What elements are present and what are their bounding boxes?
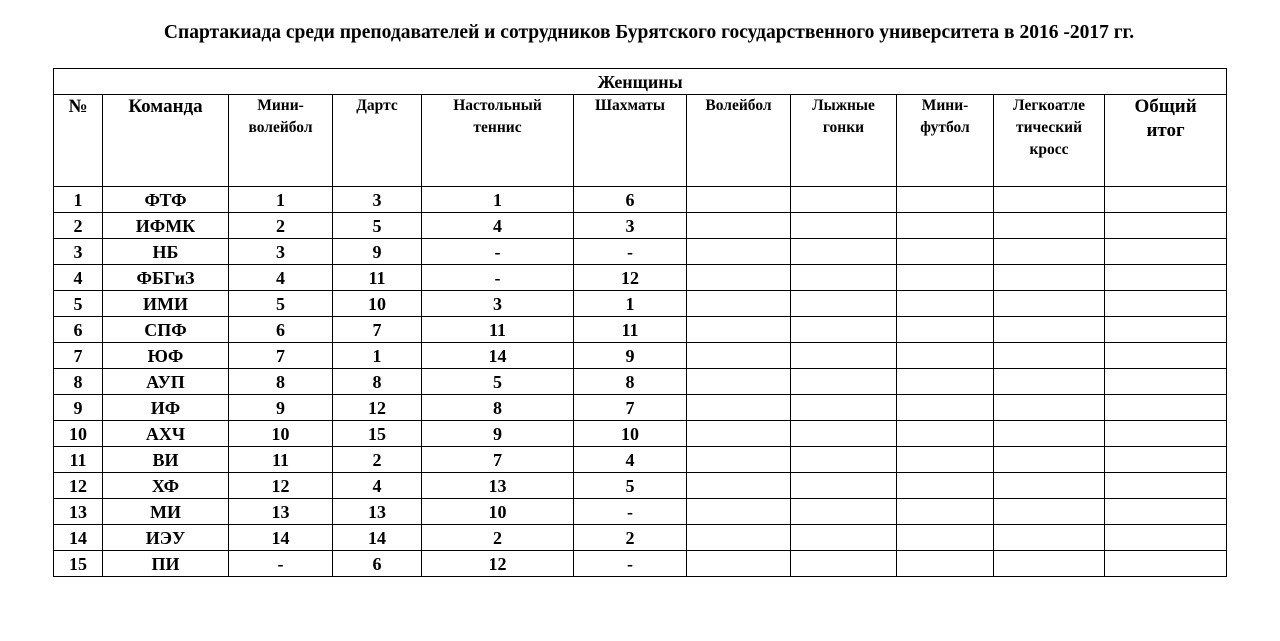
cell-volley	[687, 395, 791, 421]
cell-num: 5	[54, 291, 103, 317]
cell-team: МИ	[103, 499, 229, 525]
cell-darts: 5	[333, 213, 422, 239]
cell-minifootball	[897, 187, 994, 213]
cell-chess: 2	[574, 525, 687, 551]
column-header-num	[54, 95, 103, 187]
cell-cross	[994, 317, 1105, 343]
cell-volley	[687, 343, 791, 369]
column-header-ski-line: Лыжные	[812, 97, 875, 114]
cell-total	[1105, 187, 1227, 213]
cell-ski	[791, 291, 897, 317]
cell-cross	[994, 291, 1105, 317]
cell-tennis: -	[422, 239, 574, 265]
table-row	[54, 395, 1227, 421]
cell-volley	[687, 525, 791, 551]
column-header-minivolley	[229, 95, 333, 187]
cell-team: ПИ	[103, 551, 229, 577]
cell-volley	[687, 421, 791, 447]
cell-tennis: 4	[422, 213, 574, 239]
cell-chess: 8	[574, 369, 687, 395]
column-header-total	[1105, 95, 1227, 187]
cell-chess: 12	[574, 265, 687, 291]
page-title: Спартакиада среди преподавателей и сотрудников Бурятского государственного университета в 2016 -2017 гг.	[163, 22, 1135, 43]
cell-team: АУП	[103, 369, 229, 395]
cell-minifootball	[897, 213, 994, 239]
column-header-row	[54, 95, 1227, 187]
table-row	[54, 291, 1227, 317]
cell-volley	[687, 265, 791, 291]
table-row	[54, 447, 1227, 473]
table-row	[54, 213, 1227, 239]
cell-tennis: 1	[422, 187, 574, 213]
cell-tennis: -	[422, 265, 574, 291]
column-header-minifootball-line: футбол	[920, 119, 970, 136]
cell-num: 3	[54, 239, 103, 265]
cell-team: АХЧ	[103, 421, 229, 447]
cell-minifootball	[897, 473, 994, 499]
cell-team: НБ	[103, 239, 229, 265]
cell-total	[1105, 343, 1227, 369]
cell-total	[1105, 291, 1227, 317]
cell-minifootball	[897, 447, 994, 473]
table-row	[54, 525, 1227, 551]
cell-ski	[791, 187, 897, 213]
cell-minifootball	[897, 239, 994, 265]
cell-tennis: 8	[422, 395, 574, 421]
cell-minifootball	[897, 317, 994, 343]
cell-team: ФТФ	[103, 187, 229, 213]
cell-num: 9	[54, 395, 103, 421]
cell-chess: 3	[574, 213, 687, 239]
cell-ski	[791, 473, 897, 499]
cell-team: ХФ	[103, 473, 229, 499]
cell-volley	[687, 499, 791, 525]
cell-cross	[994, 369, 1105, 395]
cell-chess: -	[574, 499, 687, 525]
cell-total	[1105, 447, 1227, 473]
cell-minivolley: 4	[229, 265, 333, 291]
cell-ski	[791, 525, 897, 551]
cell-ski	[791, 239, 897, 265]
cell-darts: 4	[333, 473, 422, 499]
cell-tennis: 2	[422, 525, 574, 551]
cell-cross	[994, 447, 1105, 473]
cell-minivolley: 8	[229, 369, 333, 395]
cell-num: 7	[54, 343, 103, 369]
cell-volley	[687, 291, 791, 317]
cell-team: ФБГиЗ	[103, 265, 229, 291]
cell-chess: -	[574, 551, 687, 577]
cell-tennis: 5	[422, 369, 574, 395]
cell-volley	[687, 187, 791, 213]
cell-total	[1105, 421, 1227, 447]
cell-minifootball	[897, 265, 994, 291]
table-row	[54, 551, 1227, 577]
cell-volley	[687, 239, 791, 265]
column-header-minivolley-line: Мини-	[257, 97, 304, 114]
cell-volley	[687, 317, 791, 343]
column-header-darts	[333, 95, 422, 187]
column-header-team-line: Команда	[128, 96, 203, 117]
cell-darts: 2	[333, 447, 422, 473]
cell-cross	[994, 421, 1105, 447]
group-header-women: Женщины	[54, 69, 1227, 95]
cell-cross	[994, 395, 1105, 421]
cell-total	[1105, 239, 1227, 265]
table-row	[54, 265, 1227, 291]
column-header-ski-line: гонки	[822, 119, 865, 136]
column-header-volley-line: Волейбол	[705, 97, 772, 114]
cell-minivolley: -	[229, 551, 333, 577]
cell-chess: 6	[574, 187, 687, 213]
cell-cross	[994, 343, 1105, 369]
cell-darts: 3	[333, 187, 422, 213]
column-header-total-line: Общий	[1134, 96, 1197, 117]
cell-cross	[994, 265, 1105, 291]
cell-team: ИФ	[103, 395, 229, 421]
table-row	[54, 317, 1227, 343]
cell-minivolley: 1	[229, 187, 333, 213]
cell-total	[1105, 395, 1227, 421]
cell-volley	[687, 473, 791, 499]
cell-tennis: 7	[422, 447, 574, 473]
cell-num: 11	[54, 447, 103, 473]
table-row	[54, 473, 1227, 499]
cell-ski	[791, 265, 897, 291]
cell-num: 1	[54, 187, 103, 213]
column-header-minivolley-line: волейбол	[248, 119, 313, 136]
cell-minivolley: 2	[229, 213, 333, 239]
cell-darts: 10	[333, 291, 422, 317]
cell-tennis: 10	[422, 499, 574, 525]
column-header-minifootball-line: Мини-	[921, 97, 969, 114]
table-row	[54, 343, 1227, 369]
cell-darts: 9	[333, 239, 422, 265]
cell-chess: 7	[574, 395, 687, 421]
cell-team: СПФ	[103, 317, 229, 343]
table-row	[54, 187, 1227, 213]
cell-team: ИМИ	[103, 291, 229, 317]
cell-total	[1105, 265, 1227, 291]
column-header-darts-line: Дартс	[356, 97, 398, 114]
cell-tennis: 13	[422, 473, 574, 499]
cell-minivolley: 9	[229, 395, 333, 421]
cell-darts: 7	[333, 317, 422, 343]
cell-darts: 15	[333, 421, 422, 447]
cell-darts: 12	[333, 395, 422, 421]
cell-chess: 9	[574, 343, 687, 369]
cell-minivolley: 3	[229, 239, 333, 265]
cell-chess: 11	[574, 317, 687, 343]
cell-cross	[994, 499, 1105, 525]
column-header-cross	[994, 95, 1105, 187]
cell-volley	[687, 447, 791, 473]
cell-cross	[994, 187, 1105, 213]
cell-chess: 10	[574, 421, 687, 447]
cell-minifootball	[897, 499, 994, 525]
cell-ski	[791, 369, 897, 395]
cell-team: ЮФ	[103, 343, 229, 369]
cell-team: ВИ	[103, 447, 229, 473]
column-header-cross-line: тический	[1015, 119, 1083, 136]
results-table	[53, 68, 1227, 577]
cell-minifootball	[897, 343, 994, 369]
cell-minifootball	[897, 291, 994, 317]
cell-ski	[791, 395, 897, 421]
cell-num: 15	[54, 551, 103, 577]
table-body	[54, 187, 1227, 577]
cell-chess: 4	[574, 447, 687, 473]
table-row	[54, 239, 1227, 265]
column-header-tennis-line: теннис	[473, 119, 522, 136]
column-header-team	[103, 95, 229, 187]
cell-minivolley: 6	[229, 317, 333, 343]
table-row	[54, 369, 1227, 395]
cell-chess: 5	[574, 473, 687, 499]
cell-minifootball	[897, 525, 994, 551]
cell-total	[1105, 317, 1227, 343]
cell-cross	[994, 213, 1105, 239]
cell-minivolley: 14	[229, 525, 333, 551]
cell-team: ИЭУ	[103, 525, 229, 551]
cell-total	[1105, 499, 1227, 525]
cell-darts: 11	[333, 265, 422, 291]
column-header-tennis	[422, 95, 574, 187]
column-header-cross-line: Легкоатле	[1013, 97, 1085, 114]
cell-ski	[791, 213, 897, 239]
cell-chess: 1	[574, 291, 687, 317]
cell-cross	[994, 239, 1105, 265]
cell-cross	[994, 551, 1105, 577]
cell-tennis: 12	[422, 551, 574, 577]
cell-minifootball	[897, 369, 994, 395]
cell-total	[1105, 551, 1227, 577]
cell-ski	[791, 499, 897, 525]
cell-total	[1105, 213, 1227, 239]
column-header-tennis-line: Настольный	[453, 97, 542, 114]
cell-num: 12	[54, 473, 103, 499]
cell-volley	[687, 369, 791, 395]
cell-total	[1105, 525, 1227, 551]
cell-tennis: 9	[422, 421, 574, 447]
cell-volley	[687, 213, 791, 239]
cell-minivolley: 10	[229, 421, 333, 447]
cell-tennis: 3	[422, 291, 574, 317]
cell-minivolley: 12	[229, 473, 333, 499]
cell-ski	[791, 343, 897, 369]
column-header-ski	[791, 95, 897, 187]
cell-num: 14	[54, 525, 103, 551]
cell-ski	[791, 551, 897, 577]
column-header-chess-line: Шахматы	[594, 97, 666, 114]
cell-cross	[994, 525, 1105, 551]
cell-minivolley: 5	[229, 291, 333, 317]
cell-ski	[791, 317, 897, 343]
cell-minivolley: 11	[229, 447, 333, 473]
cell-tennis: 11	[422, 317, 574, 343]
column-header-chess	[574, 95, 687, 187]
cell-total	[1105, 369, 1227, 395]
cell-volley	[687, 551, 791, 577]
cell-ski	[791, 421, 897, 447]
cell-ski	[791, 447, 897, 473]
column-header-total-line: итог	[1146, 120, 1185, 141]
cell-team: ИФМК	[103, 213, 229, 239]
cell-num: 10	[54, 421, 103, 447]
column-header-minifootball	[897, 95, 994, 187]
cell-minivolley: 7	[229, 343, 333, 369]
cell-darts: 14	[333, 525, 422, 551]
cell-num: 8	[54, 369, 103, 395]
cell-num: 4	[54, 265, 103, 291]
column-header-num-line: №	[68, 96, 88, 117]
cell-darts: 1	[333, 343, 422, 369]
cell-chess: -	[574, 239, 687, 265]
cell-minivolley: 13	[229, 499, 333, 525]
cell-num: 2	[54, 213, 103, 239]
cell-num: 13	[54, 499, 103, 525]
cell-total	[1105, 473, 1227, 499]
cell-tennis: 14	[422, 343, 574, 369]
cell-minifootball	[897, 421, 994, 447]
column-header-volley	[687, 95, 791, 187]
table-row	[54, 421, 1227, 447]
cell-cross	[994, 473, 1105, 499]
cell-num: 6	[54, 317, 103, 343]
cell-darts: 13	[333, 499, 422, 525]
cell-minifootball	[897, 551, 994, 577]
column-header-cross-line: кросс	[1029, 141, 1069, 158]
cell-darts: 8	[333, 369, 422, 395]
table-row	[54, 499, 1227, 525]
cell-darts: 6	[333, 551, 422, 577]
cell-minifootball	[897, 395, 994, 421]
